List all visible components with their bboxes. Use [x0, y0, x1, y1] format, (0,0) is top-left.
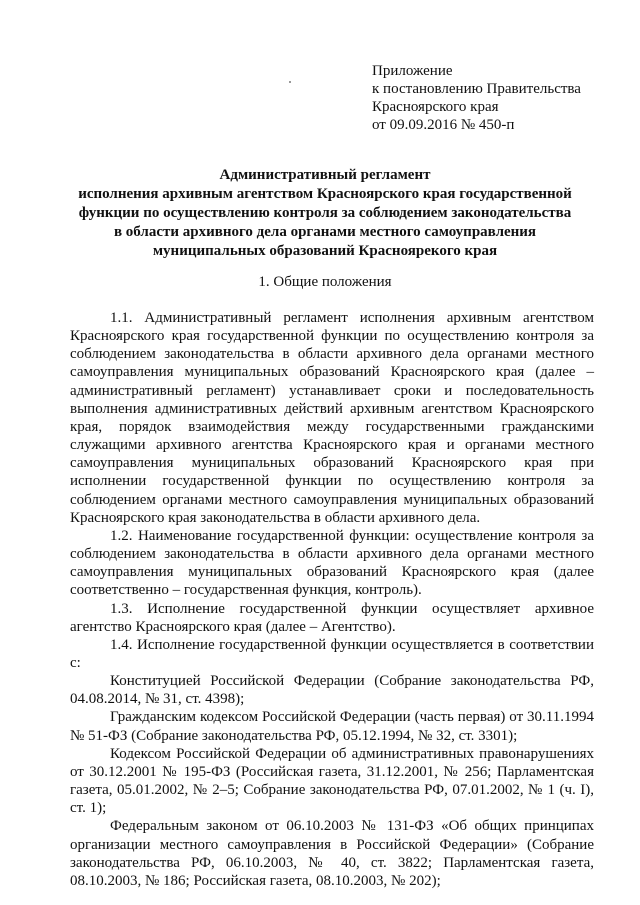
- title-line: функции по осуществлению контроля за соблюдением законодательства: [78, 205, 572, 221]
- paragraph-federal-law: Федеральным законом от 06.10.2003 № 131-ФЗ «Об общих принципах организации местного самоуправления в Российской Федерации» (Собрание законодательства РФ, 06.10.2003, № 40, ст. 3822; Парламентская газета, 08.10.2003, № 186; Российская газета, 08.10.2003, № 202);: [70, 818, 594, 889]
- appendix-line: от 09.09.2016 № 450-п: [372, 117, 515, 133]
- document-title: [60, 166, 590, 261]
- title-line: исполнения архивным агентством Красноярского края государственной: [78, 186, 572, 202]
- appendix-line: к постановлению Правительства: [372, 81, 581, 97]
- scan-speck: [289, 81, 291, 83]
- appendix-line: Красноярского края: [372, 99, 499, 115]
- title-line: в области архивного дела органами местного самоуправления: [113, 224, 537, 240]
- paragraph-1-1: 1.1. Административный регламент исполнения архивным агентством Красноярского края государственной функции по осуществлению контроля за соблюдением законодательства в области архивного дела органами местного самоуправления муниципальных образований Красноярского края (далее – административный регламент) устанавливает сроки и последовательность выполнения административных действий архивным агентством Красноярского края, порядок взаимодействия между государственными гражданскими служащими архивного агентства Красноярского края и органами местного самоуправления муниципальных образований Красноярского края при исполнении государственной функции по осуществлению контроля за соблюдением органами местного самоуправления муниципальных образований Красноярского края законодательства в области архивного дела.: [70, 310, 594, 526]
- paragraph-1-3: 1.3. Исполнение государственной функции осуществляет архивное агентство Красноярского края (далее – Агентство).: [70, 600, 594, 635]
- body-text: [70, 309, 594, 890]
- appendix-block: [372, 62, 622, 134]
- paragraph-1-4: 1.4. Исполнение государственной функции осуществляется в соответствии с:: [70, 636, 594, 671]
- title-line: Административный регламент: [219, 167, 431, 183]
- appendix-line: Приложение: [372, 63, 453, 79]
- paragraph-constitution: Конституцией Российской Федерации (Собрание законодательства РФ, 04.08.2014, № 31, ст. 4398);: [70, 673, 594, 708]
- paragraph-admin-code: Кодексом Российской Федерации об административных правонарушениях от 30.12.2001 № 195-ФЗ (Российская газета, 31.12.2001, № 256; Парламентская газета, 05.01.2002, № 2–5; Собрание законодательства РФ, 07.01.2002, № 1 (ч. I), ст. 1);: [70, 745, 594, 817]
- paragraph-civil-code: Гражданским кодексом Российской Федерации (часть первая) от 30.11.1994 № 51-ФЗ (Собрание законодательства РФ, 05.12.1994, № 32, ст. 3301);: [70, 709, 594, 744]
- title-line: муниципальных образований Красноярекого края: [152, 243, 498, 259]
- section-heading: 1. Общие положения: [258, 274, 392, 290]
- paragraph-1-2: 1.2. Наименование государственной функции: осуществление контроля за соблюдением законодательства в области архивного дела органами местного самоуправления муниципальных образований Красноярского края (далее соответственно – государственная функция, контроль).: [70, 527, 594, 599]
